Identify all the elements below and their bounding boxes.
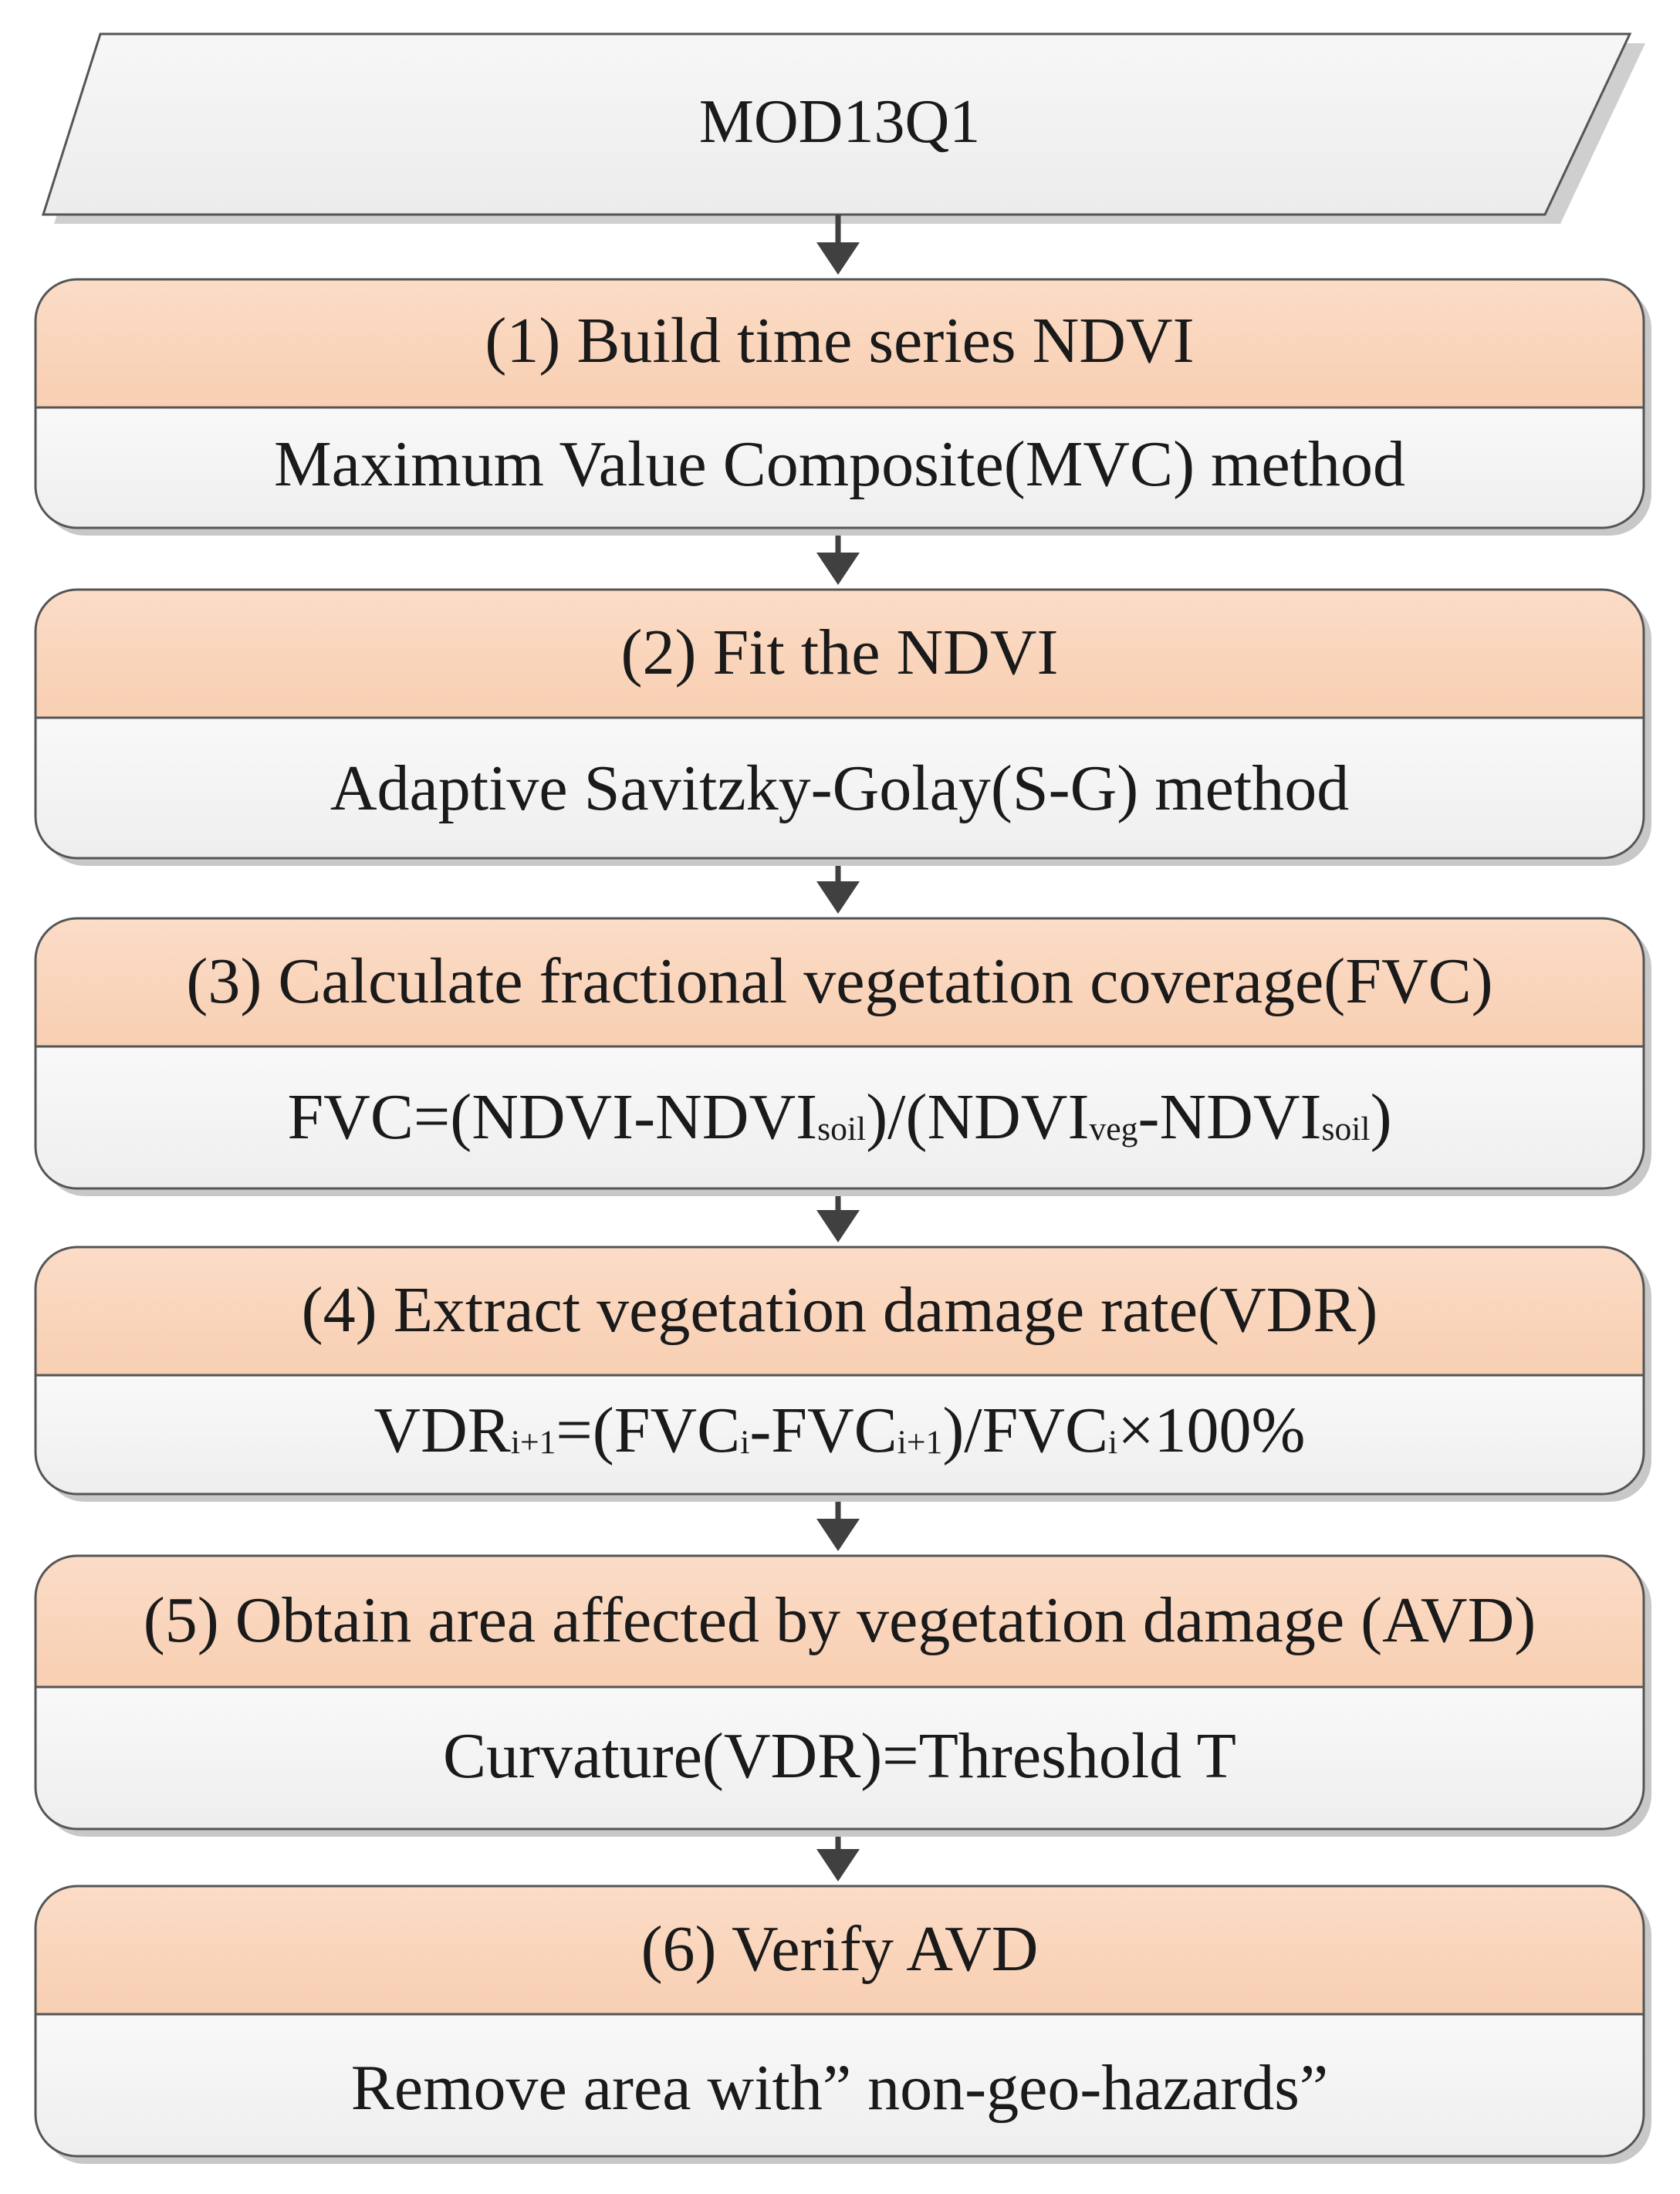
fvc-formula-part: )	[1370, 1081, 1392, 1153]
step6-title: (6) Verify AVD	[641, 1913, 1039, 1985]
step3-title: (3) Calculate fractional vegetation coverage(FVC)	[186, 945, 1493, 1017]
fvc-formula-part: -NDVI	[1137, 1081, 1322, 1153]
fvc-formula-subscript: soil	[817, 1111, 867, 1148]
fvc-formula-part: FVC=(NDVI-NDVI	[287, 1081, 818, 1153]
step4-detail	[35, 1394, 1644, 1466]
fvc-formula-subscript: veg	[1089, 1111, 1138, 1148]
vdr-formula-part: VDR	[374, 1394, 511, 1466]
vdr-formula-subscript: i	[740, 1424, 750, 1462]
vdr-formula-subscript: i+1	[510, 1424, 556, 1462]
vdr-formula-part: -FVC	[749, 1394, 897, 1466]
vdr-formula-subscript: i+1	[897, 1424, 943, 1462]
step6-detail: Remove area with” non-geo-hazards”	[350, 2052, 1329, 2124]
step1-title: (1) Build time series NDVI	[485, 305, 1195, 377]
step2-detail: Adaptive Savitzky-Golay(S-G) method	[330, 752, 1350, 824]
step1-detail: Maximum Value Composite(MVC) method	[273, 428, 1406, 500]
vdr-formula-subscript: i	[1108, 1424, 1118, 1462]
fvc-formula-subscript: soil	[1321, 1111, 1371, 1148]
step2-title: (2) Fit the NDVI	[620, 617, 1059, 688]
step5-title: (5) Obtain area affected by vegetation damage (AVD)	[143, 1584, 1536, 1656]
fvc-formula-part: )/(NDVI	[866, 1081, 1090, 1153]
step5-detail: Curvature(VDR)=Threshold T	[443, 1720, 1236, 1792]
step4-title: (4) Extract vegetation damage rate(VDR)	[301, 1274, 1378, 1346]
step3-detail	[35, 1081, 1644, 1153]
vdr-formula-part: )/FVC	[942, 1394, 1109, 1466]
vdr-formula-part: ×100%	[1117, 1394, 1306, 1466]
vdr-formula-part: =(FVC	[556, 1394, 741, 1466]
input-data-label: MOD13Q1	[698, 88, 981, 156]
